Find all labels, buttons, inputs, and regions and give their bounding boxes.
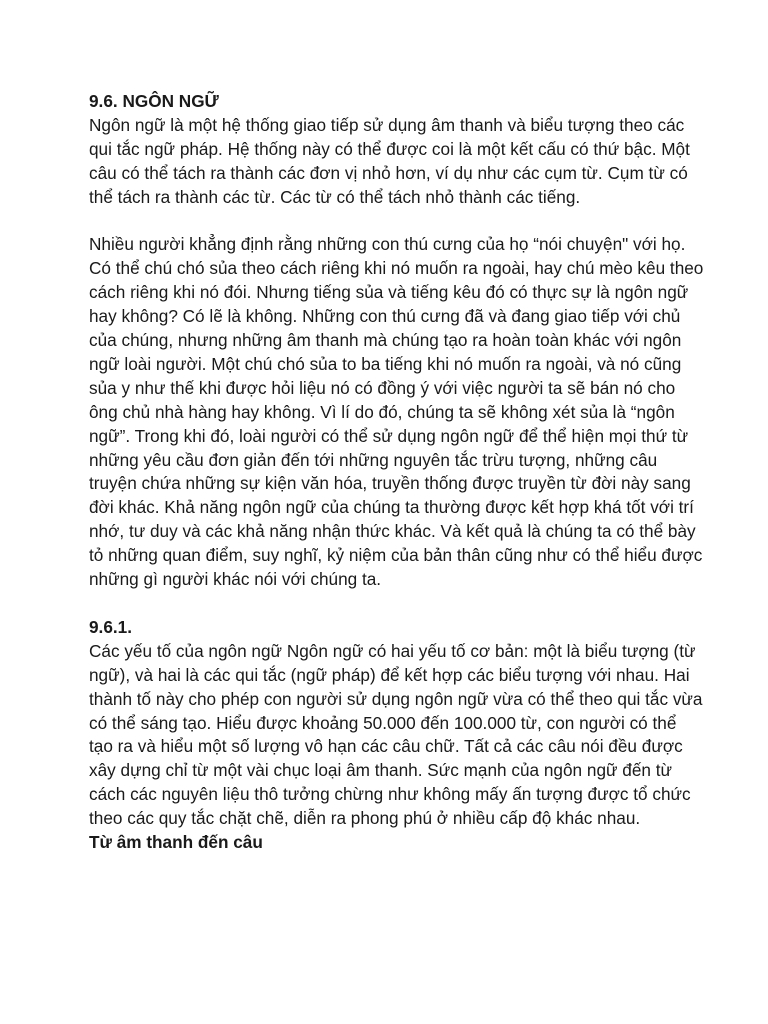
document-page xyxy=(89,90,705,855)
paragraph-pets-communication: Nhiều người khẳng định rằng những con thú cưng của họ “nói chuyện" với họ. Có thể chú chó sủa theo cách riêng khi nó muốn ra ngoài, hay chú mèo kêu theo cách riêng khi nó đói. Nhưng tiếng sủa và tiếng kêu đó có thực sự là ngôn ngữ hay không? Có lẽ là không. Những con thú cưng đã và đang giao tiếp với chủ của chúng, nhưng những âm thanh mà chúng tạo ra hoàn toàn khác với ngôn ngữ loài người. Một chú chó sủa to ba tiếng khi nó muốn ra ngoài, và nó cũng sủa y như thế khi được hỏi liệu nó có đồng ý với việc người ta sẽ bán nó cho ông chủ nhà hàng hay không. Vì lí do đó, chúng ta sẽ không xét sủa là “ngôn ngữ”. Trong khi đó, loài người có thể sử dụng ngôn ngữ để thể hiện mọi thứ từ những yêu cầu đơn giản đến tới những nguyên tắc trừu tượng, những câu truyện chứa những sự kiện văn hóa, truyền thống được truyền từ đời này sang đời khác. Khả năng ngôn ngữ của chúng ta thường được kết hợp khá tốt với trí nhớ, tư duy và các khả năng nhận thức khác. Và kết quả là chúng ta có thể bày tỏ những quan điểm, suy nghĩ, kỷ niệm của bản thân cũng như có thể hiểu được những gì người khác nói với chúng ta. xyxy=(89,234,704,590)
paragraph-spacer xyxy=(89,210,705,234)
subheading-sound-to-sentence: Từ âm thanh đến câu xyxy=(89,832,263,853)
section-heading-9-6: 9.6. NGÔN NGỮ xyxy=(89,91,219,111)
paragraph-spacer xyxy=(89,592,705,616)
section-heading-9-6-1: 9.6.1. xyxy=(89,616,133,637)
paragraph-language-elements: Các yếu tố của ngôn ngữ Ngôn ngữ có hai yếu tố cơ bản: một là biểu tượng (từ ngữ), và hai là các qui tắc (ngữ pháp) để kết hợp các biểu tượng với nhau. Hai thành tố này cho phép con người sử dụng ngôn ngữ vừa có thể theo qui tắc vừa có thể sáng tạo. Hiểu được khoảng 50.000 đến 100.000 từ, con người có thể tạo ra và hiểu một số lượng vô hạn các câu chữ. Tất cả các câu nói đều được xây dựng chỉ từ một vài chục loại âm thanh. Sức mạnh của ngôn ngữ đến từ cách các nguyên liệu thô tưởng chừng như không mấy ấn tượng được tổ chức theo các quy tắc chặt chẽ, diễn ra phong phú ở nhiều cấp độ khác nhau. xyxy=(89,640,703,829)
paragraph-language-definition: Ngôn ngữ là một hệ thống giao tiếp sử dụng âm thanh và biểu tượng theo các qui tắc ngữ pháp. Hệ thống này có thể được coi là một kết cấu có thứ bậc. Một câu có thể tách ra thành các đơn vị nhỏ hơn, ví dụ như các cụm từ. Cụm từ có thể tách ra thành các từ. Các từ có thể tách nhỏ thành các tiếng. xyxy=(89,114,690,207)
